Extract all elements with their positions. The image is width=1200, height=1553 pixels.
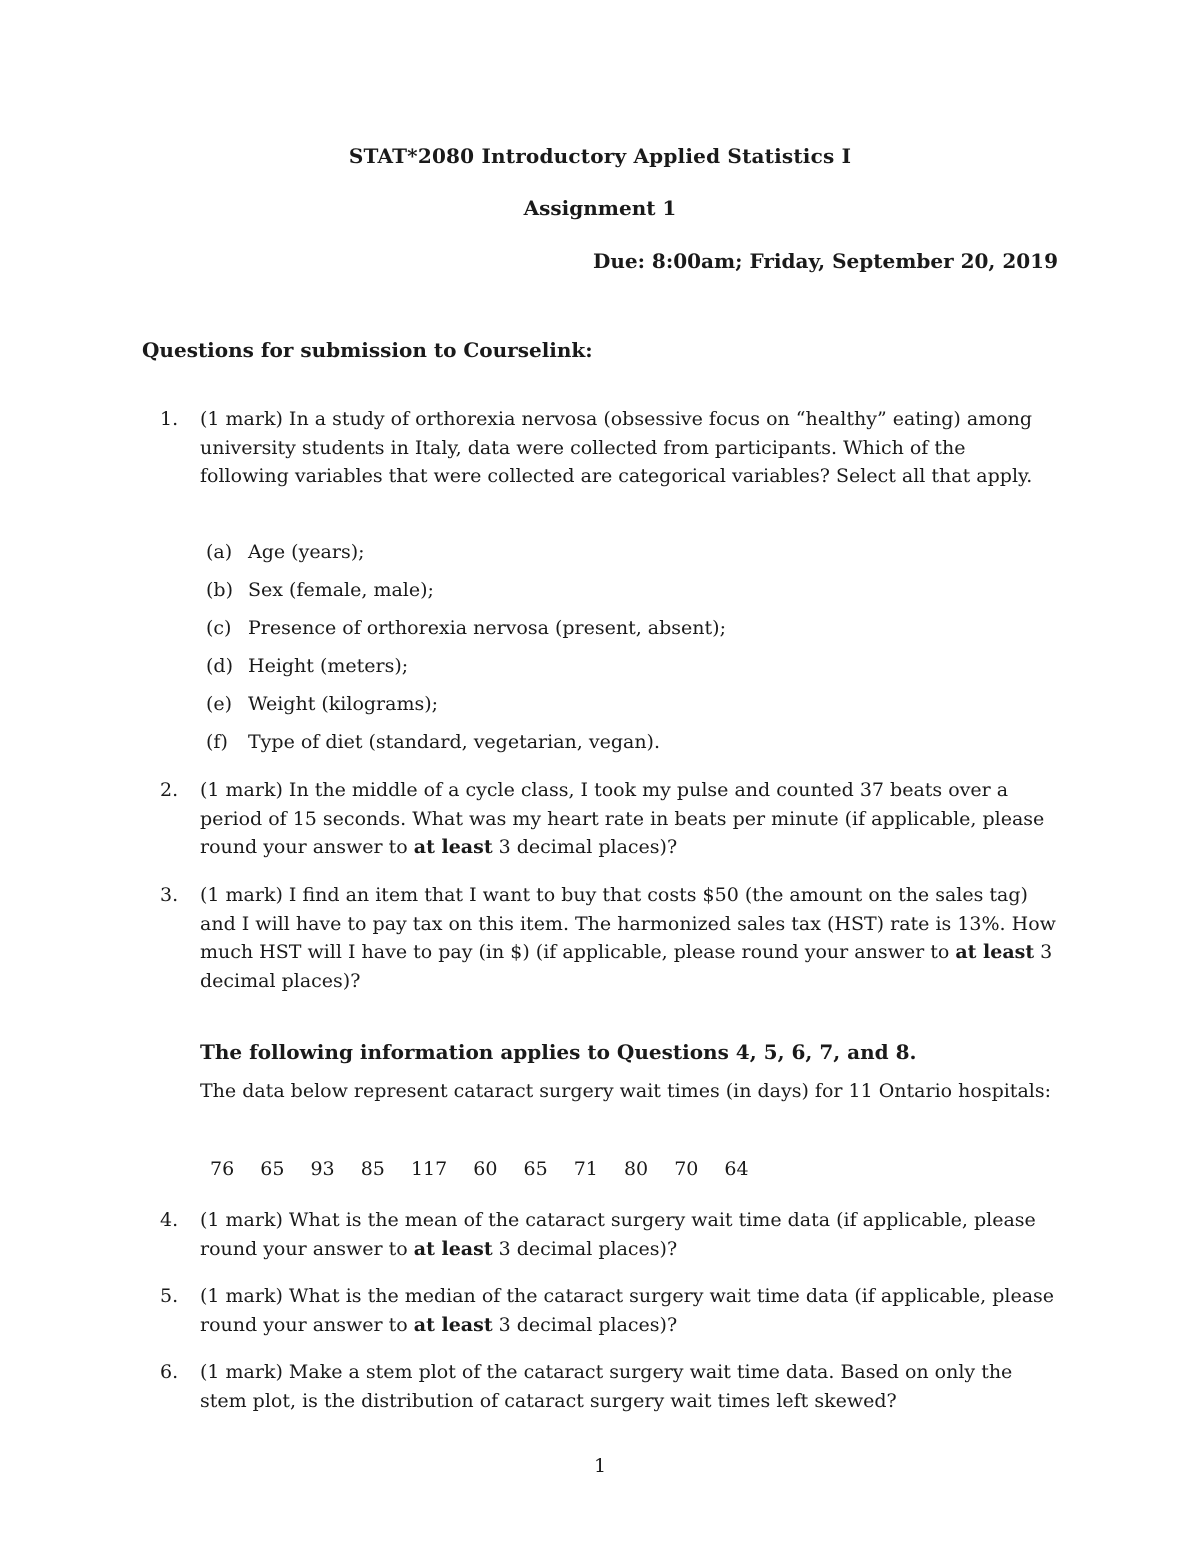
question-text-part: (1 mark) What is the median of the cataract surgery wait time data (if applicable, please round your answer to: [200, 1285, 1055, 1336]
emphasis-text: at least: [413, 1237, 493, 1260]
option-label: (f): [206, 731, 228, 753]
question-number: 5.: [160, 1285, 179, 1307]
question-2: [160, 776, 1060, 862]
option-d: [206, 652, 726, 690]
question-text-part: (1 mark) I find an item that I want to buy that costs $50 (the amount on the sales tag) and I will have to pay tax on this item. The harmonized sales tax (HST) rate is 13%. How much HST will I have to pay (in $) (if applicable, please round your answer to: [200, 884, 1056, 963]
question-text-part: 3 decimal places)?: [492, 1313, 678, 1336]
emphasis-text: at least: [413, 836, 493, 858]
option-label: (b): [206, 579, 233, 601]
question-1-options: [206, 538, 726, 766]
question-3: [160, 881, 1060, 995]
question-4: [160, 1206, 1060, 1263]
course-title: STAT*2080 Introductory Applied Statistics I: [348, 144, 852, 168]
option-e: [206, 690, 726, 728]
option-text: Weight (kilograms);: [248, 693, 439, 715]
question-number: 6.: [160, 1361, 179, 1383]
option-label: (c): [206, 617, 232, 639]
option-text: Height (meters);: [248, 655, 409, 677]
data-value: 76: [210, 1158, 235, 1180]
option-label: (d): [206, 655, 233, 677]
question-6: [160, 1358, 1060, 1415]
option-label: (e): [206, 693, 233, 715]
question-text: [200, 1282, 1060, 1339]
due-date: Due: 8:00am; Friday, September 20, 2019: [592, 249, 1058, 273]
emphasis-text: at least: [413, 1313, 493, 1336]
question-text-part: 3 decimal places)?: [492, 836, 678, 858]
question-number: 3.: [160, 884, 179, 906]
data-value: 65: [260, 1158, 285, 1180]
data-value: 71: [573, 1158, 598, 1180]
question-text: [200, 881, 1060, 995]
question-text: (1 mark) In a study of orthorexia nervosa (obsessive focus on “healthy” eating) among university students in Italy, data were collected from participants. Which of the following variables that were collected are categorical variables? Select all that apply.: [200, 408, 1033, 487]
question-text: [200, 1206, 1060, 1263]
question-1: [160, 405, 1060, 491]
data-values: [210, 1158, 769, 1180]
option-text: Type of diet (standard, vegetarian, vegan).: [248, 731, 661, 753]
question-number: 4.: [160, 1209, 179, 1231]
data-value: 70: [674, 1158, 699, 1180]
option-b: [206, 576, 726, 614]
data-value: 93: [310, 1158, 335, 1180]
emphasis-text: at least: [955, 941, 1035, 963]
assignment-title: Assignment 1: [523, 196, 677, 220]
info-heading: The following information applies to Questions 4, 5, 6, 7, and 8.: [200, 1040, 917, 1064]
info-text: The data below represent cataract surgery wait times (in days) for 11 Ontario hospitals:: [200, 1080, 1052, 1102]
data-value: 60: [473, 1158, 498, 1180]
question-5: [160, 1282, 1060, 1339]
question-text-part: 3 decimal places)?: [492, 1237, 678, 1260]
question-text-part: 3 decimal places)?: [200, 941, 1053, 992]
data-value: 117: [410, 1158, 448, 1180]
question-text-part: (1 mark) In the middle of a cycle class, I took my pulse and counted 37 beats over a period of 15 seconds. What was my heart rate in beats per minute (if applicable, please round your answer to: [200, 779, 1045, 858]
data-value: 65: [523, 1158, 548, 1180]
question-number: 1.: [160, 408, 179, 430]
question-text: (1 mark) Make a stem plot of the cataract surgery wait time data. Based on only the stem plot, is the distribution of cataract surgery wait times left skewed?: [200, 1361, 1013, 1412]
option-text: Sex (female, male);: [248, 579, 434, 601]
data-value: 64: [724, 1158, 749, 1180]
option-c: [206, 614, 726, 652]
option-f: [206, 728, 726, 766]
option-text: Presence of orthorexia nervosa (present, absent);: [248, 617, 726, 639]
question-text: [200, 776, 1060, 862]
question-number: 2.: [160, 779, 179, 801]
data-value: 80: [623, 1158, 649, 1180]
option-text: Age (years);: [248, 541, 365, 563]
section-heading: Questions for submission to Courselink:: [142, 338, 593, 362]
question-text-part: (1 mark) What is the mean of the cataract surgery wait time data (if applicable, please round your answer to: [200, 1209, 1036, 1260]
data-value: 85: [360, 1158, 385, 1180]
option-a: [206, 538, 726, 576]
page-number: 1: [593, 1455, 607, 1477]
option-label: (a): [206, 541, 233, 563]
